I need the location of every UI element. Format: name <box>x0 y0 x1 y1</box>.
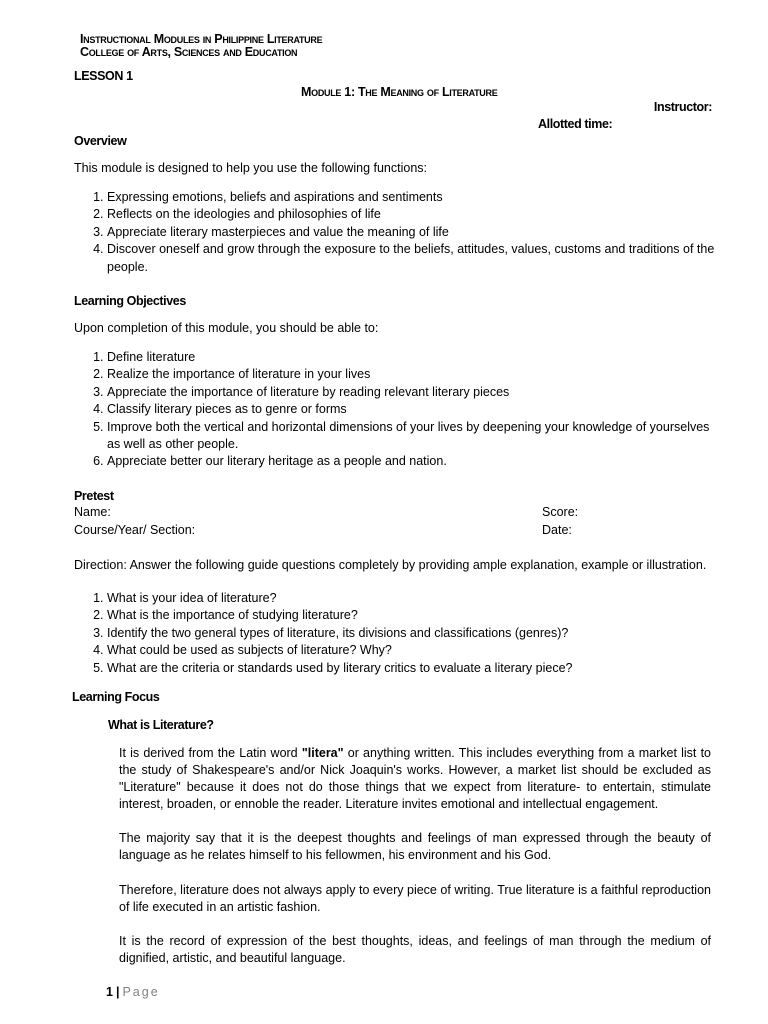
focus-paragraph-2: The majority say that it is the deepest thoughts and feelings of man expressed through the beauty of language as he relates himself to his fellowmen, his environment and his God. <box>119 831 711 863</box>
objectives-list <box>95 349 724 471</box>
list-item: 5. Improve both the vertical and horizontal dimensions of your lives by deepening your knowledge of yourselves as well as other people. <box>107 419 724 454</box>
list-item: 5. What are the criteria or standards used by literary critics to evaluate a literary piece? <box>107 660 724 677</box>
focus-paragraph-3: Therefore, literature does not always apply to every piece of writing. True literature is a faithful reproduction of life executed in an artistic fashion. <box>119 882 711 914</box>
instructor-label: Instructor: <box>653 100 712 114</box>
course-label: Course/Year/ Section: <box>74 523 196 537</box>
list-item: 1. Define literature <box>107 349 724 366</box>
list-item: 4. Classify literary pieces as to genre or forms <box>107 401 724 418</box>
pretest-heading: Pretest <box>74 489 114 503</box>
page-footer <box>106 985 160 999</box>
list-item: 3. Appreciate the importance of literature by reading relevant literary pieces <box>107 384 724 401</box>
learning-focus-body <box>119 745 711 984</box>
header-line-1: Instructional Modules in Philippine Literature <box>80 32 323 46</box>
lesson-label: LESSON 1 <box>74 69 133 83</box>
learning-focus-heading: Learning Focus <box>72 690 160 704</box>
overview-heading: Overview <box>74 134 127 148</box>
allotted-time-label: Allotted time: <box>538 117 613 131</box>
list-item: 2. Reflects on the ideologies and philosophies of life <box>107 206 724 223</box>
list-item: 3. Identify the two general types of literature, its divisions and classifications (genres)? <box>107 625 724 642</box>
list-item: 4. What could be used as subjects of literature? Why? <box>107 642 724 659</box>
footer-separator: | <box>115 985 120 999</box>
focus-paragraph-4: It is the record of expression of the best thoughts, ideas, and feelings of man through the medium of dignified, artistic, and beautiful language. <box>119 933 711 965</box>
overview-list <box>95 189 724 276</box>
list-item: 3. Appreciate literary masterpieces and value the meaning of life <box>107 224 724 241</box>
objectives-intro: Upon completion of this module, you should be able to: <box>74 321 379 335</box>
paragraph-text: or anything written. This includes everything from a market list to the study of Shakespeare's and/or Nick Joaquin's works. However, a market list should be excluded as "Literature" because it does not do those things that we expect from literature- to entertain, stimulate interest, broaden, or ennoble the reader. Literature invites emotional and intellectual engagement. <box>119 746 711 812</box>
page-word: Page <box>122 985 160 999</box>
list-item: 6. Appreciate better our literary heritage as a people and nation. <box>107 453 724 470</box>
pretest-direction: Direction: Answer the following guide questions completely by providing ample explanation, example or illustration. <box>74 558 707 572</box>
module-title: Module 1: The Meaning of Literature <box>301 85 498 99</box>
paragraph-text: It is derived from the Latin word <box>119 746 302 760</box>
list-item: 4. Discover oneself and grow through the exposure to the beliefs, attitudes, values, customs and traditions of the people. <box>107 241 724 276</box>
what-is-literature-heading: What is Literature? <box>108 718 214 732</box>
document-header <box>80 33 322 59</box>
list-item: 1. Expressing emotions, beliefs and aspirations and sentiments <box>107 189 724 206</box>
name-label: Name: <box>74 505 111 519</box>
score-label: Score: <box>542 505 579 519</box>
overview-intro: This module is designed to help you use the following functions: <box>74 161 427 175</box>
focus-paragraph-1 <box>119 745 711 813</box>
list-item: 2. Realize the importance of literature in your lives <box>107 366 724 383</box>
date-label: Date: <box>542 523 572 537</box>
pretest-questions <box>95 590 724 677</box>
latin-word: "litera" <box>301 746 344 760</box>
header-line-2: College of Arts, Sciences and Education <box>80 45 298 59</box>
page-number: 1 <box>106 985 113 999</box>
list-item: 2. What is the importance of studying literature? <box>107 607 724 624</box>
objectives-heading: Learning Objectives <box>74 294 186 308</box>
list-item: 1. What is your idea of literature? <box>107 590 724 607</box>
